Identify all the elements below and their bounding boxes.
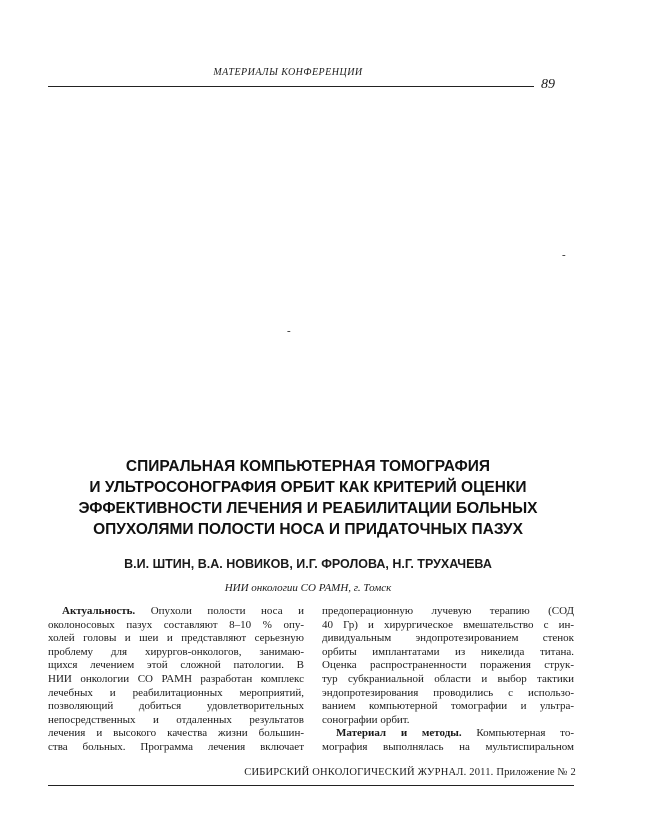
paragraph-line: эндопротезирования проводились с использо- [322, 686, 574, 699]
paragraph-line: орбиты имплантатами из никелида титана. [322, 645, 574, 658]
title-line: СПИРАЛЬНАЯ КОМПЬЮТЕРНАЯ ТОМОГРАФИЯ [125, 458, 491, 475]
section-heading: Актуальность. [62, 605, 136, 617]
text-fragment: Опухоли полости носа и [150, 605, 305, 617]
journal-section-header: МАТЕРИАЛЫ КОНФЕРЕНЦИИ [213, 67, 363, 78]
paragraph-line [322, 727, 574, 741]
paragraph-line [48, 605, 304, 619]
paragraph-line: дивидуальным эндопротезированием стенок [322, 632, 574, 645]
paragraph-line: Оценка распространенности поражения струк- [322, 659, 574, 672]
paragraph-line: сонографии орбит. [322, 713, 410, 726]
title-line: ОПУХОЛЯМИ ПОЛОСТИ НОСА И ПРИДАТОЧНЫХ ПАЗУХ [93, 521, 523, 538]
paragraph-line: холей головы и шеи и представляют серьезную [48, 632, 304, 645]
paragraph-line: 40 Гр) и хирургическое вмешательство с ин- [322, 618, 574, 631]
paragraph-line: ванием компьютерной томографии и ультра- [322, 700, 574, 713]
paragraph-line: лечебных и реабилитационных мероприятий, [48, 686, 304, 699]
affiliation: НИИ онкологии СО РАМН, г. Томск [224, 582, 392, 594]
paragraph-line: лечения и высокого качества жизни большин- [48, 727, 304, 740]
authors: В.И. ШТИН, В.А. НОВИКОВ, И.Г. ФРОЛОВА, Н.Г. ТРУХАЧЕВА [124, 557, 492, 571]
journal-footer: СИБИРСКИЙ ОНКОЛОГИЧЕСКИЙ ЖУРНАЛ. 2011. Приложение № 2 [244, 767, 576, 778]
section-heading: Материал и методы. [336, 727, 462, 740]
page-number: 89 [541, 77, 555, 92]
paragraph-line: щихся лечением этой сложной патологии. В [48, 659, 304, 672]
paragraph-line: позволяющий добиться удовлетворительных [48, 700, 304, 713]
paragraph-line: ства больных. Программа лечения включает [48, 740, 304, 753]
title-line: ЭФФЕКТИВНОСТИ ЛЕЧЕНИЯ И РЕАБИЛИТАЦИИ БОЛЬНЫХ [78, 500, 538, 517]
article-title [48, 456, 568, 540]
footer-rule [48, 785, 574, 786]
title-line: И УЛЬТРОСОНОГРАФИЯ ОРБИТ КАК КРИТЕРИЙ ОЦЕНКИ [89, 479, 527, 496]
paragraph-line: НИИ онкологии СО РАМН разработан комплекс [48, 672, 304, 685]
paragraph-line: мография выполнялась на мультиспиральном [322, 740, 574, 753]
stray-mark: - [287, 325, 291, 337]
text-fragment: Компьютерная то- [476, 727, 574, 740]
paragraph-line: тур субкраниальной области и выбор тактики [322, 672, 574, 685]
body-column-right [322, 605, 574, 755]
paragraph-line: непосредственных и отдаленных результатов [48, 713, 304, 726]
paragraph-line: проблему для хирургов-онкологов, занимаю- [48, 645, 304, 658]
body-column-left [48, 605, 304, 755]
header-rule [48, 86, 534, 87]
stray-mark: - [562, 249, 566, 261]
paragraph-line: околоносовых пазух составляют 8–10 % опу- [48, 618, 304, 631]
paragraph-line: предоперационную лучевую терапию (СОД [322, 605, 574, 617]
